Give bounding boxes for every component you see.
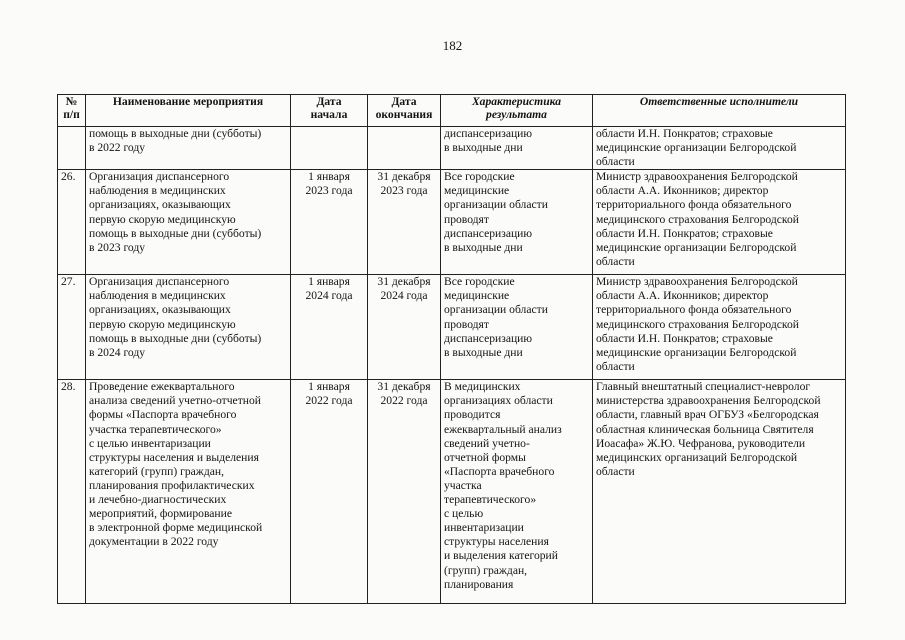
row-name: Проведение ежеквартального анализа сведений учетно-отчетной формы «Паспорта врачебного участка терапевтического» с целью инвентаризации структуры населения и выделения категорий (групп) граждан, планирования профилактических и лечебно-диагностических мероприятий, формирование в электронной форме медицинской документации в 2022 году — [86, 380, 291, 604]
row-responsible: Главный внештатный специалист-невролог министерства здравоохранения Белгородской области, главный врач ОГБУЗ «Белгородская областная клиническая больница Святителя Иоасафа» Ж.Ю. Чефранова, руководители медицинских организаций Белгородской области — [593, 380, 846, 604]
table-header-row — [58, 95, 846, 127]
table-row — [58, 275, 846, 380]
table-row — [58, 380, 846, 604]
row-responsible: области И.Н. Понкратов; страховые медицинские организации Белгородской области — [593, 127, 846, 170]
row-start-date: 1 января 2023 года — [291, 170, 368, 275]
row-num: 26. — [58, 170, 86, 275]
row-result: диспансеризацию в выходные дни — [441, 127, 593, 170]
row-result: Все городские медицинские организации области проводят диспансеризацию в выходные дни — [441, 275, 593, 380]
row-end-date — [368, 127, 441, 170]
row-num: 27. — [58, 275, 86, 380]
row-name: помощь в выходные дни (субботы) в 2022 году — [86, 127, 291, 170]
row-num: 28. — [58, 380, 86, 604]
header-num: № п/п — [58, 95, 86, 127]
row-name: Организация диспансерного наблюдения в медицинских организациях, оказывающих первую скорую медицинскую помощь в выходные дни (субботы) в 2024 году — [86, 275, 291, 380]
events-table — [57, 94, 846, 604]
header-result: Характеристика результата — [441, 95, 593, 127]
page-number: 182 — [442, 38, 463, 53]
row-responsible: Министр здравоохранения Белгородской области А.А. Иконников; директор территориального фонда обязательного медицинского страхования Белгородской области И.Н. Понкратов; страховые медицинские организации Белгородской области — [593, 170, 846, 275]
row-result: Все городские медицинские организации области проводят диспансеризацию в выходные дни — [441, 170, 593, 275]
row-name: Организация диспансерного наблюдения в медицинских организациях, оказывающих первую скорую медицинскую помощь в выходные дни (субботы) в 2023 году — [86, 170, 291, 275]
header-responsible: Ответственные исполнители — [593, 95, 846, 127]
row-num — [58, 127, 86, 170]
header-start-date: Дата начала — [291, 95, 368, 127]
table-row — [58, 170, 846, 275]
row-result: В медицинских организациях области проводится ежеквартальный анализ сведений учетно- отчетной формы «Паспорта врачебного участка терапевтического» с целью инвентаризации структуры населения и выделения категорий (групп) граждан, планирования — [441, 380, 593, 604]
row-responsible: Министр здравоохранения Белгородской области А.А. Иконников; директор территориального фонда обязательного медицинского страхования Белгородской области И.Н. Понкратов; страховые медицинские организации Белгородской области — [593, 275, 846, 380]
row-start-date: 1 января 2024 года — [291, 275, 368, 380]
row-end-date: 31 декабря 2024 года — [368, 275, 441, 380]
row-start-date — [291, 127, 368, 170]
header-end-date: Дата окончания — [368, 95, 441, 127]
row-end-date: 31 декабря 2022 года — [368, 380, 441, 604]
row-start-date: 1 января 2022 года — [291, 380, 368, 604]
table-row — [58, 127, 846, 170]
row-end-date: 31 декабря 2023 года — [368, 170, 441, 275]
header-name: Наименование мероприятия — [86, 95, 291, 127]
